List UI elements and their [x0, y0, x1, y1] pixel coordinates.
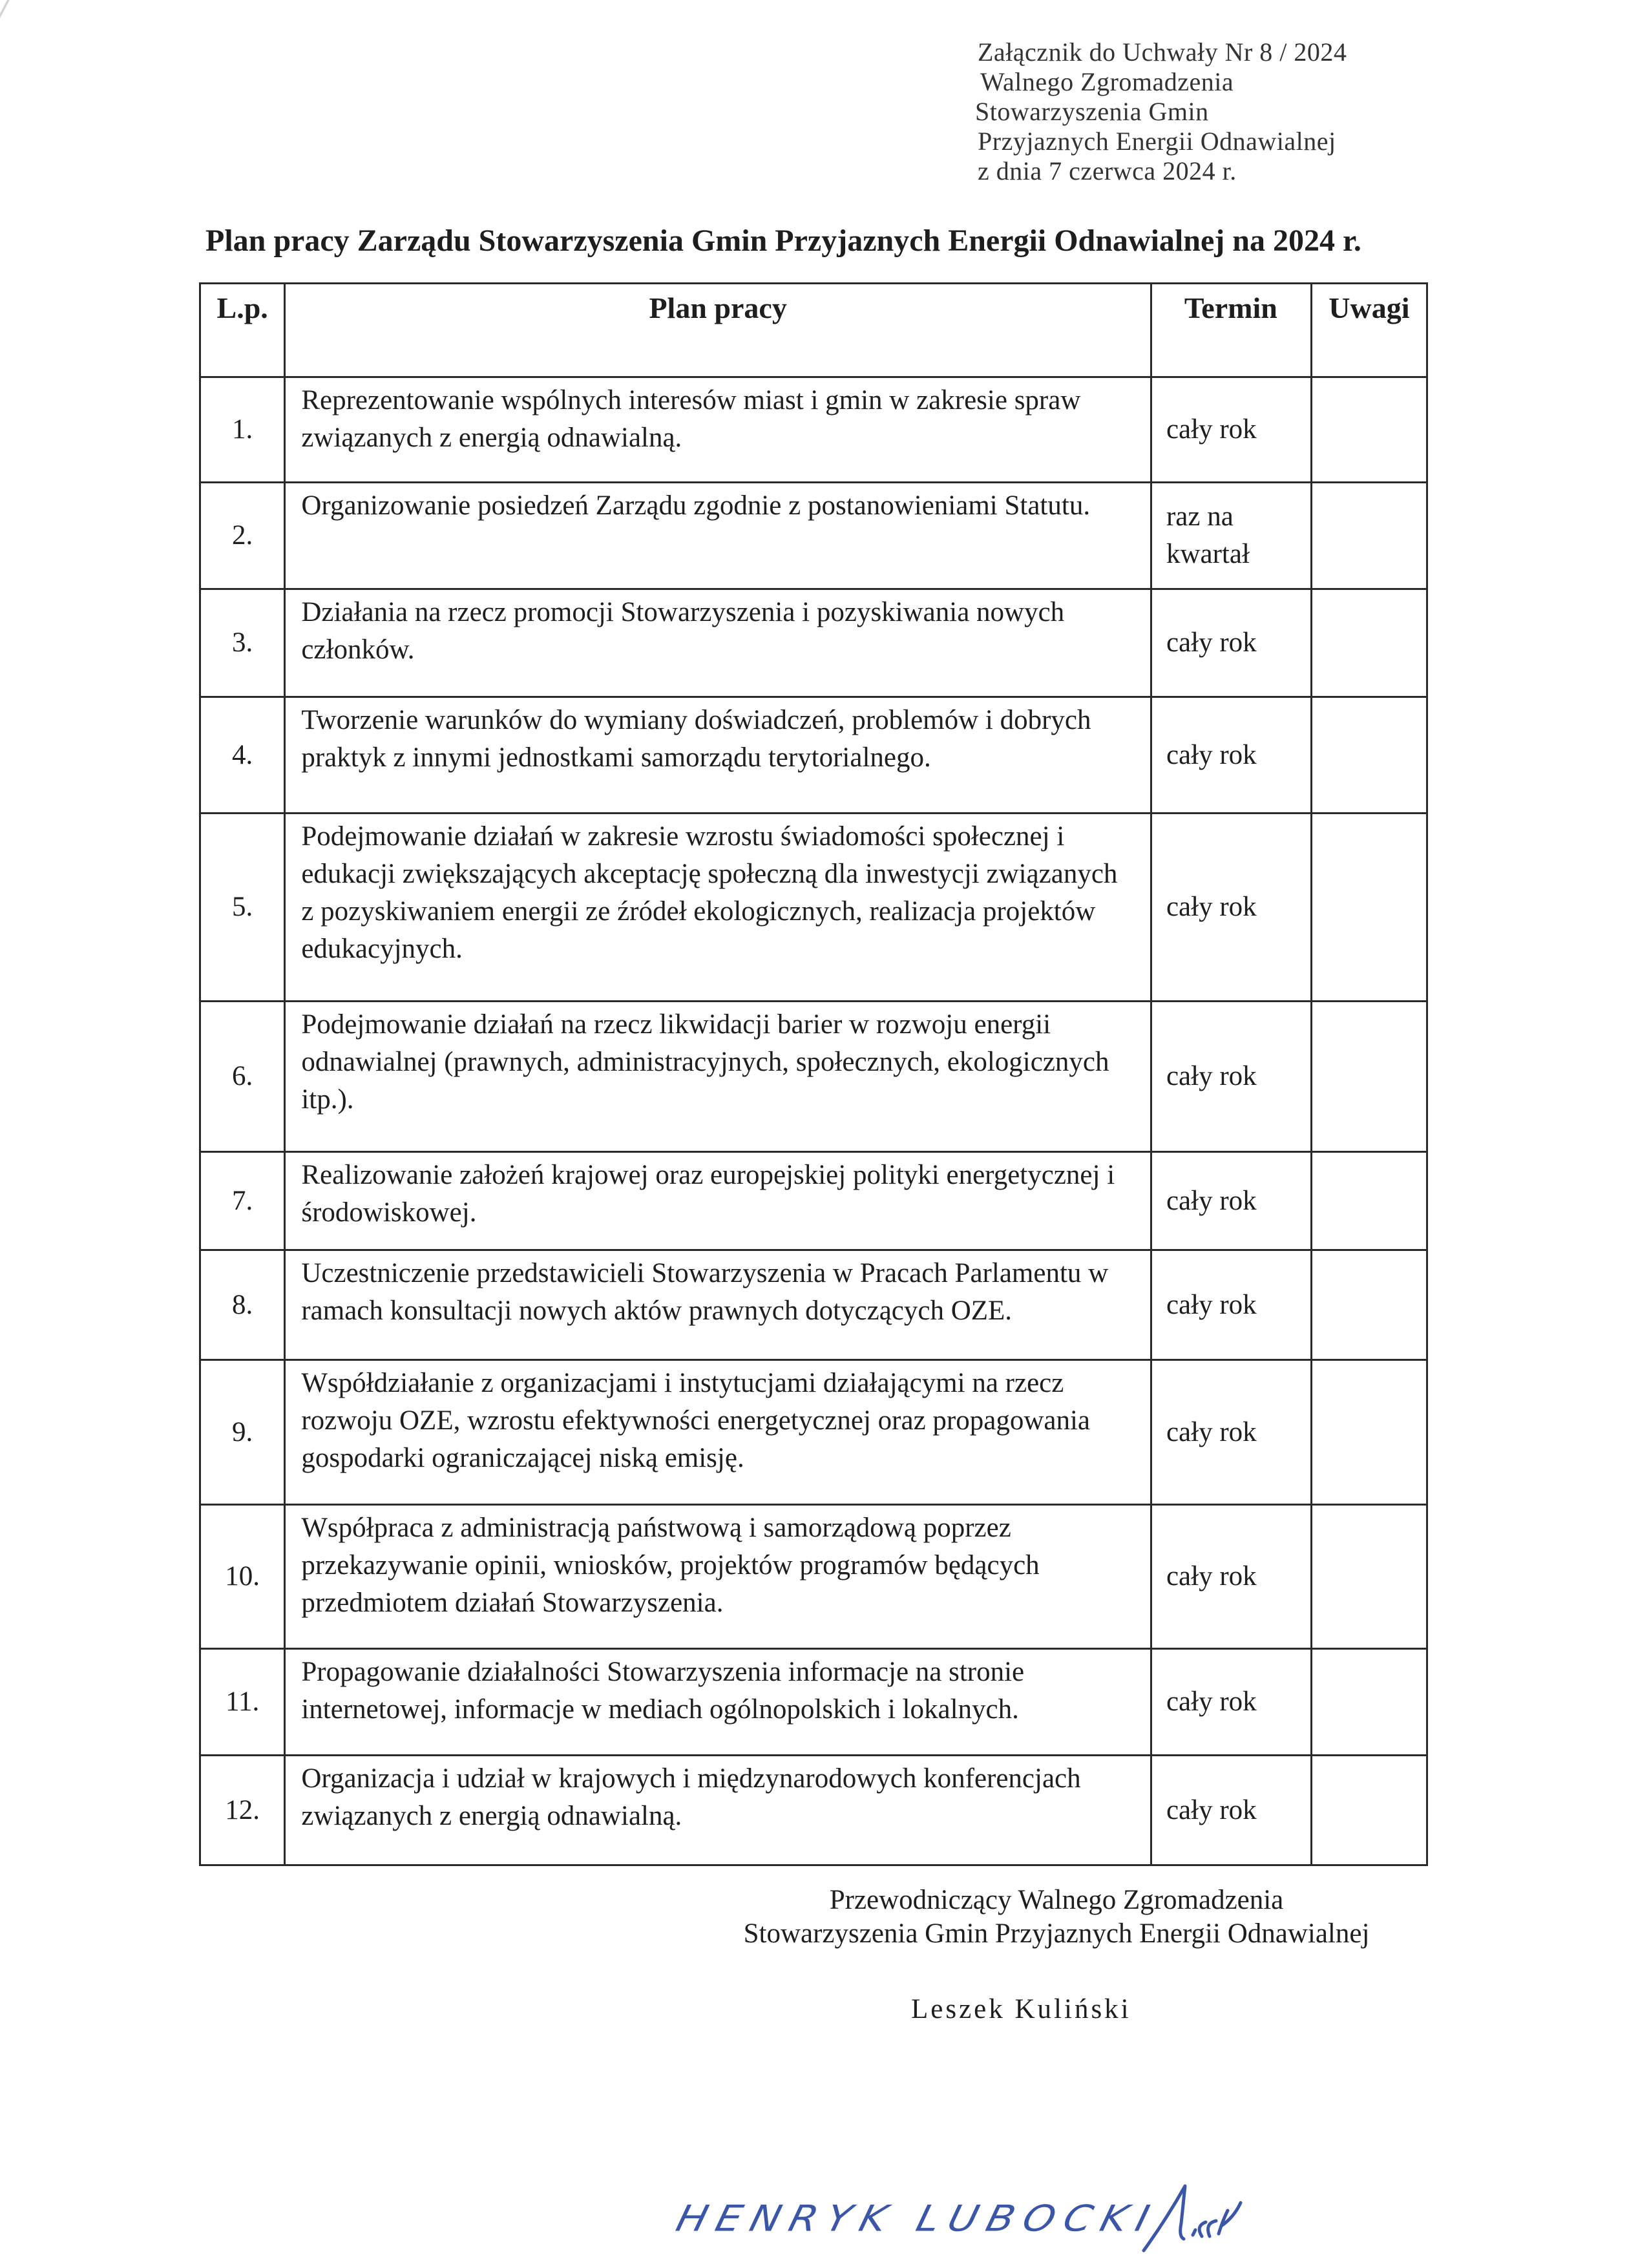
signatory-role-line-2: Stowarzyszenia Gmin Przyjaznych Energii Odnawialnej: [743, 1918, 1370, 1949]
paper-crease: [0, 0, 10, 239]
row-number: 2.: [200, 483, 285, 589]
row-notes: [1311, 589, 1427, 697]
row-plan-text: Współdziałanie z organizacjami i instytucjami działającymi na rzecz rozwoju OZE, wzrostu efektywności energetycznej oraz propagowania gospodarki ograniczającej niską emisję.: [285, 1360, 1151, 1505]
row-notes: [1311, 1250, 1427, 1360]
handwritten-name-text: HENRYK LUBOCKI: [672, 2197, 1163, 2240]
signatory-role-line-1: Przewodniczący Walnego Zgromadzenia: [829, 1885, 1284, 1915]
row-notes: [1311, 1002, 1427, 1152]
row-plan-text: Uczestniczenie przedstawicieli Stowarzyszenia w Pracach Parlamentu w ramach konsultacji nowych aktów prawnych dotyczących OZE.: [285, 1250, 1151, 1360]
row-notes: [1311, 483, 1427, 589]
table-row: [200, 697, 1427, 814]
row-term: cały rok: [1151, 1649, 1311, 1756]
row-plan-text: Współpraca z administracją państwową i samorządową poprzez przekazywanie opinii, wniosków, projektów programów będących przedmiotem działań Stowarzyszenia.: [285, 1505, 1151, 1649]
document-title: Plan pracy Zarządu Stowarzyszenia Gmin Przyjaznych Energii Odnawialnej na 2024 r.: [205, 224, 1361, 258]
row-notes: [1311, 1360, 1427, 1505]
table-header-row: [200, 284, 1427, 377]
annex-line: Przyjaznych Energii Odnawialnej: [978, 127, 1336, 156]
row-term: cały rok: [1151, 1002, 1311, 1152]
row-notes: [1311, 377, 1427, 483]
annex-line: Stowarzyszenia Gmin: [975, 97, 1209, 126]
row-number: 1.: [200, 377, 285, 483]
row-notes: [1311, 1505, 1427, 1649]
annex-line: Załącznik do Uchwały Nr 8 / 2024: [978, 37, 1347, 67]
row-plan-text: Działania na rzecz promocji Stowarzyszenia i pozyskiwania nowych członków.: [285, 589, 1151, 697]
annex-line: z dnia 7 czerwca 2024 r.: [978, 156, 1237, 185]
row-term: cały rok: [1151, 697, 1311, 814]
row-number: 3.: [200, 589, 285, 697]
table-row: [200, 377, 1427, 483]
header-plan: Plan pracy: [285, 284, 1151, 377]
header-lp: L.p.: [200, 284, 285, 377]
row-term: cały rok: [1151, 1152, 1311, 1250]
row-plan-text: Tworzenie warunków do wymiany doświadczeń, problemów i dobrych praktyk z innymi jednostkami samorządu terytorialnego.: [285, 697, 1151, 814]
table-row: [200, 1152, 1427, 1250]
row-term: cały rok: [1151, 1250, 1311, 1360]
row-plan-text: Organizacja i udział w krajowych i międzynarodowych konferencjach związanych z energią odnawialną.: [285, 1756, 1151, 1865]
header-notes: Uwagi: [1311, 284, 1427, 377]
row-number: 6.: [200, 1002, 285, 1152]
row-term: cały rok: [1151, 814, 1311, 1002]
table-row: [200, 1360, 1427, 1505]
row-term: raz na kwartał: [1151, 483, 1311, 589]
work-plan-table: [199, 282, 1428, 1866]
row-term: cały rok: [1151, 1505, 1311, 1649]
annex-line: Walnego Zgromadzenia: [980, 67, 1234, 96]
header-term: Termin: [1151, 284, 1311, 377]
row-plan-text: Podejmowanie działań na rzecz likwidacji barier w rozwoju energii odnawialnej (prawnych, administracyjnych, społecznych, ekologicznych itp.).: [285, 1002, 1151, 1152]
row-number: 12.: [200, 1756, 285, 1865]
row-notes: [1311, 697, 1427, 814]
row-plan-text: Organizowanie posiedzeń Zarządu zgodnie z postanowieniami Statutu.: [285, 483, 1151, 589]
annex-header: [975, 37, 1347, 186]
row-plan-text: Realizowanie założeń krajowej oraz europejskiej polityki energetycznej i środowiskowej.: [285, 1152, 1151, 1250]
row-term: cały rok: [1151, 1360, 1311, 1505]
table-row: [200, 1002, 1427, 1152]
row-plan-text: Reprezentowanie wspólnych interesów miast i gmin w zakresie spraw związanych z energią odnawialną.: [285, 377, 1151, 483]
table-row: [200, 1649, 1427, 1756]
signature-paraph: [1137, 2181, 1266, 2255]
row-term: cały rok: [1151, 1756, 1311, 1865]
table-row: [200, 1756, 1427, 1865]
signatory-name: Leszek Kuliński: [911, 1994, 1131, 2024]
signature-block: [685, 1884, 1428, 1951]
row-term: cały rok: [1151, 377, 1311, 483]
row-plan-text: Podejmowanie działań w zakresie wzrostu świadomości społecznej i edukacji zwiększających akceptację społeczną dla inwestycji związanych z pozyskiwaniem energii ze źródeł ekologicznych, realizacja projektów edukacyjnych.: [285, 814, 1151, 1002]
row-number: 5.: [200, 814, 285, 1002]
row-number: 10.: [200, 1505, 285, 1649]
row-number: 8.: [200, 1250, 285, 1360]
row-notes: [1311, 814, 1427, 1002]
row-notes: [1311, 1756, 1427, 1865]
row-number: 7.: [200, 1152, 285, 1250]
handwritten-signature: [672, 2181, 1318, 2258]
table-row: [200, 1250, 1427, 1360]
table-row: [200, 589, 1427, 697]
row-notes: [1311, 1649, 1427, 1756]
row-number: 4.: [200, 697, 285, 814]
table-row: [200, 483, 1427, 589]
row-term: cały rok: [1151, 589, 1311, 697]
row-number: 9.: [200, 1360, 285, 1505]
table-row: [200, 1505, 1427, 1649]
row-notes: [1311, 1152, 1427, 1250]
row-number: 11.: [200, 1649, 285, 1756]
table-row: [200, 814, 1427, 1002]
row-plan-text: Propagowanie działalności Stowarzyszenia informacje na stronie internetowej, informacje w mediach ogólnopolskich i lokalnych.: [285, 1649, 1151, 1756]
